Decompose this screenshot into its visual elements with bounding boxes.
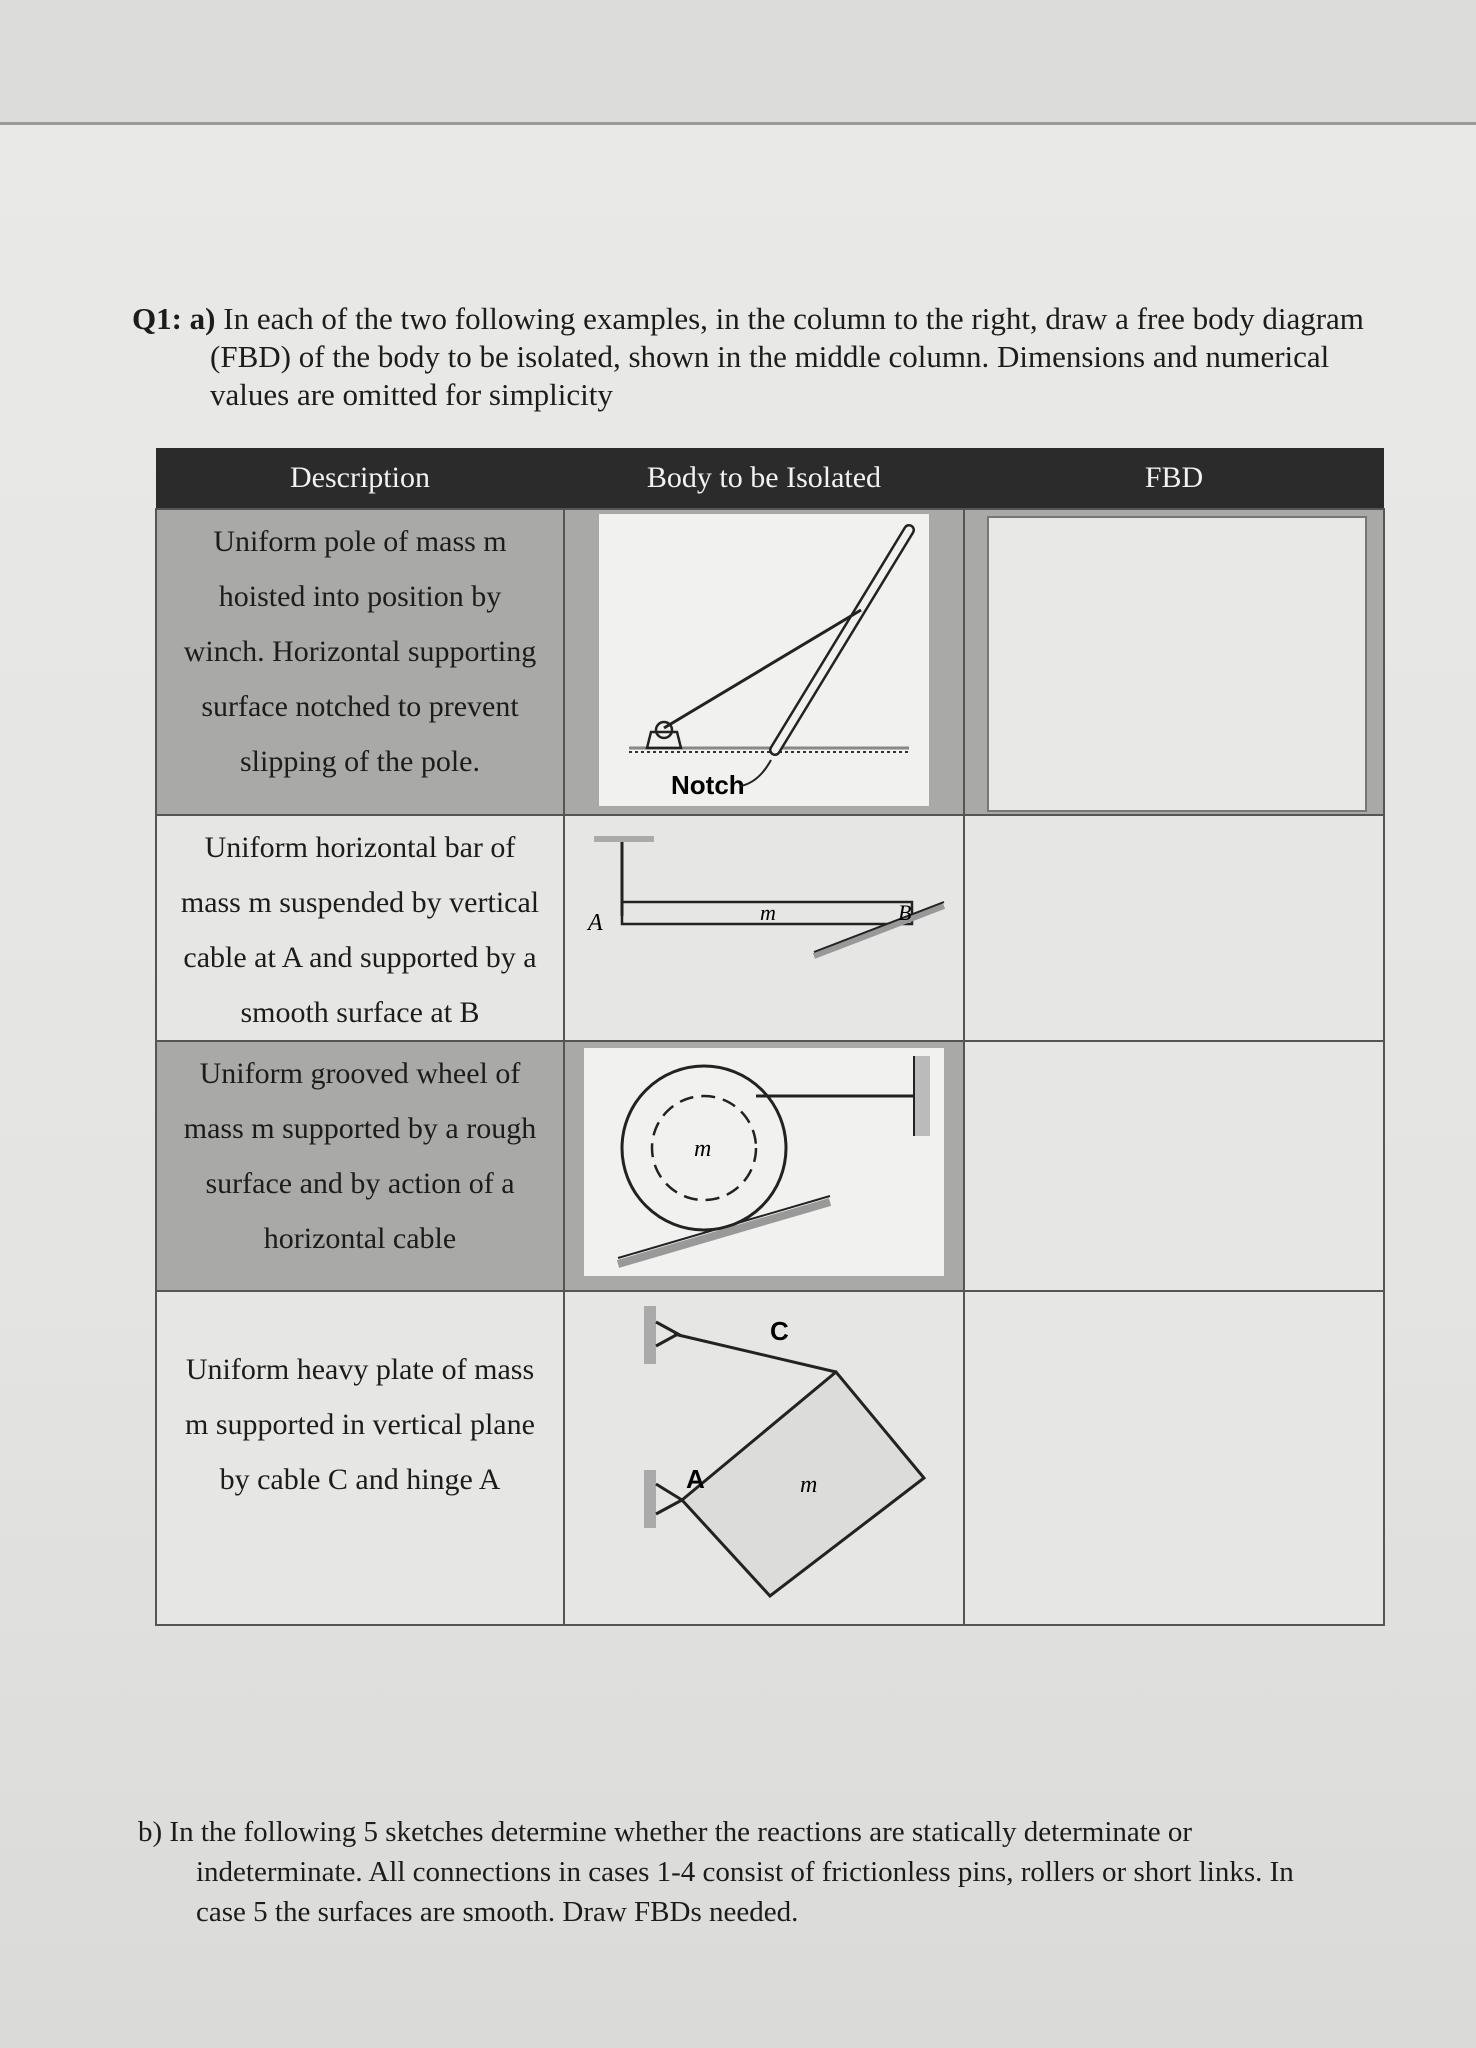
description-cell [156,1041,564,1291]
figure-background [584,1048,944,1276]
description-line: surface notched to prevent [201,690,519,723]
description-line: horizontal cable [263,1222,457,1255]
smooth-surface [814,906,944,956]
question-b-label: b) [138,1816,163,1848]
body-cell [564,1041,964,1291]
description-cell [156,1291,564,1625]
table-row [156,1291,1384,1625]
wheel-figure [584,1042,944,1282]
smooth-surface-edge [814,902,944,952]
upper-wall [644,1306,656,1364]
description-line: hoisted into position by [218,580,502,613]
description-line: by cable C and hinge A [219,1463,501,1496]
fbd-answer-cell[interactable] [964,815,1384,1041]
plate-figure [574,1292,954,1622]
cable-wall [914,1056,930,1136]
fbd-drawing-area[interactable] [965,816,1383,1030]
description-line: Uniform horizontal bar of [204,831,516,864]
label-m: m [694,1136,712,1162]
question-b [138,1812,1418,1932]
top-margin [0,0,1476,125]
figure-background [599,514,929,806]
description-line: smooth surface at B [240,996,480,1029]
table-row [156,1041,1384,1291]
description-cell [156,815,564,1041]
fbd-table [155,448,1385,1626]
table-row [156,509,1384,815]
description-line: surface and by action of a [205,1167,515,1200]
table-header-row [156,448,1384,509]
question-a-line-1: In each of the two following examples, in the column to the right, draw a free body diagram [223,301,1364,336]
description-line: m supported in vertical plane [185,1408,535,1441]
description-line: slipping of the pole. [240,745,480,778]
fbd-answer-cell[interactable] [964,1291,1384,1625]
header-fbd: FBD [964,448,1384,509]
label-a: A [588,910,603,936]
table-row [156,815,1384,1041]
body-cell [564,509,964,815]
body-cell [564,815,964,1041]
label-b: B [898,900,912,925]
header-description: Description [156,448,564,509]
question-b-line-3: case 5 the surfaces are smooth. Draw FBDs needed. [196,1896,799,1928]
description-line: cable at A and supported by a [183,941,537,974]
header-body: Body to be Isolated [564,448,964,509]
notch-label: Notch [671,770,745,800]
hinge-a [656,1484,682,1514]
question-a-line-3: values are omitted for simplicity [210,377,613,412]
fbd-drawing-area[interactable] [987,516,1367,812]
cable-c [674,1334,836,1372]
description-line: mass m suspended by vertical [180,886,540,919]
label-m: m [760,900,776,925]
description-line: Uniform heavy plate of mass [185,1353,535,1386]
question-a [132,300,1432,414]
description-line: winch. Horizontal supporting [183,635,537,668]
description-line: Uniform grooved wheel of [199,1057,521,1090]
fbd-answer-cell[interactable] [964,1041,1384,1291]
description-cell [156,509,564,815]
fbd-answer-cell[interactable] [964,509,1384,815]
lower-wall [644,1470,656,1528]
bar-figure [574,816,954,1026]
fbd-drawing-area[interactable] [965,1292,1383,1622]
description-line: mass m supported by a rough [183,1112,537,1145]
fbd-drawing-area[interactable] [965,1042,1383,1288]
question-b-line-2: indeterminate. All connections in cases 1-4 consist of frictionless pins, rollers or short links. In [196,1856,1294,1888]
question-a-label: Q1: a) [132,301,216,336]
pole-figure [599,510,929,810]
body-cell [564,1291,964,1625]
ceiling-support [594,836,654,842]
label-a: A [686,1464,705,1494]
question-a-line-2: (FBD) of the body to be isolated, shown in the middle column. Dimensions and numerical [210,339,1330,374]
label-c: C [770,1316,789,1346]
label-m: m [800,1472,818,1498]
description-line: Uniform pole of mass m [213,525,507,558]
question-b-line-1: In the following 5 sketches determine whether the reactions are statically determinate or [169,1816,1193,1848]
